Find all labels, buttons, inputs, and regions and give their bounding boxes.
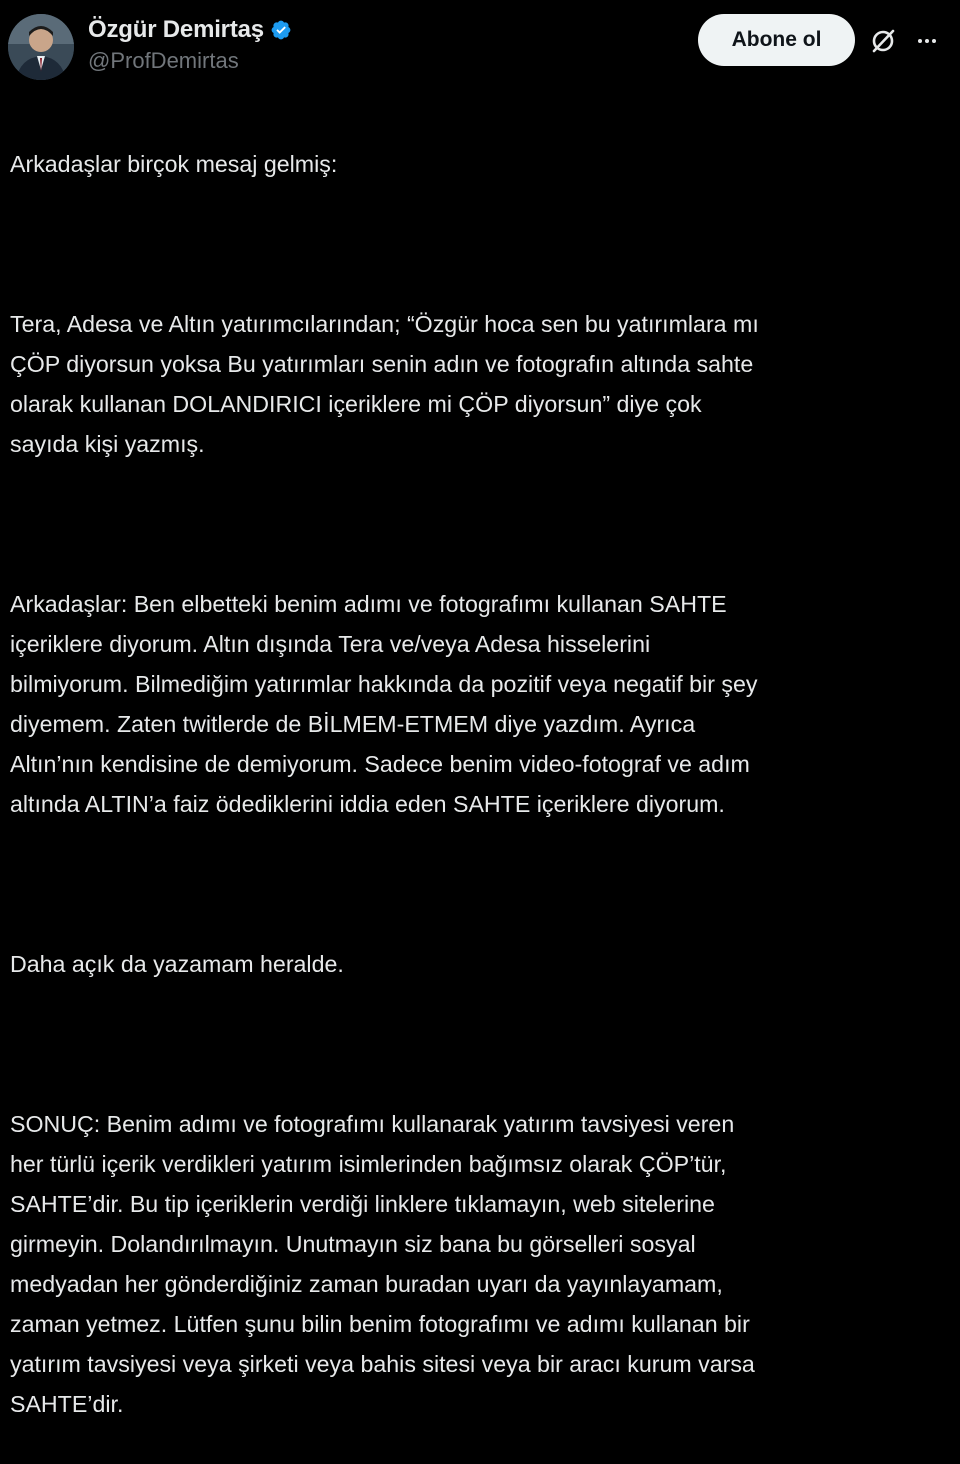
display-name[interactable]: Özgür Demirtaş <box>88 16 264 43</box>
name-row <box>88 14 292 46</box>
dot <box>925 39 929 43</box>
tweet-header <box>0 0 960 100</box>
author-info <box>88 14 292 74</box>
dot <box>932 39 936 43</box>
tweet-text <box>10 104 958 1464</box>
grok-slash-icon[interactable] <box>868 26 898 56</box>
tweet-paragraph: Arkadaşlar: Ben elbetteki benim adımı ve fotografımı kullanan SAHTE içeriklere diyorum. Altın dışında Tera ve/veya Adesa hisselerini bilmiyorum. Bilmediğim yatırımlar hakkında da pozitif veya negatif bir şey diyemem. Zaten twitlerde de BİLMEM-ETMEM diye yazdım. Ayrıca Altın’nın kendisine de demiyorum. Sadece benim video-fotograf ve adım altında ALTIN’a faiz ödediklerini iddia eden SAHTE içeriklere diyorum. <box>10 591 758 817</box>
tweet-paragraph: Arkadaşlar birçok mesaj gelmiş: <box>10 151 338 177</box>
tweet-paragraph: Daha açık da yazamam heralde. <box>10 951 344 977</box>
tweet-paragraph: SONUÇ: Benim adımı ve fotografımı kullanarak yatırım tavsiyesi veren her türlü içerik verdikleri yatırım isimlerinden bağımsız olarak ÇÖP’tür, SAHTE’dir. Bu tip içeriklerin verdiği linklere tıklamayın, web sitelerine girmeyin. Dolandırılmayın. Unutmayın siz bana bu görselleri sosyal medyadan her gönderdiğiniz zaman buradan uyarı da yayınlayamam, zaman yetmez. Lütfen şunu bilin benim fotografımı ve adımı kullanan bir yatırım tavsiyesi veya şirketi veya bahis sitesi veya bir aracı kurum varsa SAHTE’dir. <box>10 1111 755 1417</box>
avatar[interactable] <box>8 14 74 80</box>
tweet-paragraph: Tera, Adesa ve Altın yatırımcılarından; “Özgür hoca sen bu yatırımlara mı ÇÖP diyorsun yoksa Bu yatırımları senin adın ve fotografın altında sahte olarak kullanan DOLANDIRICI içeriklere mi ÇÖP diyorsun” diye çok sayıda kişi yazmış. <box>10 311 759 457</box>
more-dots-icon[interactable] <box>912 26 942 56</box>
follow-button[interactable]: Abone ol <box>698 14 855 66</box>
handle[interactable]: @ProfDemirtas <box>88 48 239 73</box>
verified-badge-icon <box>270 19 292 41</box>
dot <box>918 39 922 43</box>
